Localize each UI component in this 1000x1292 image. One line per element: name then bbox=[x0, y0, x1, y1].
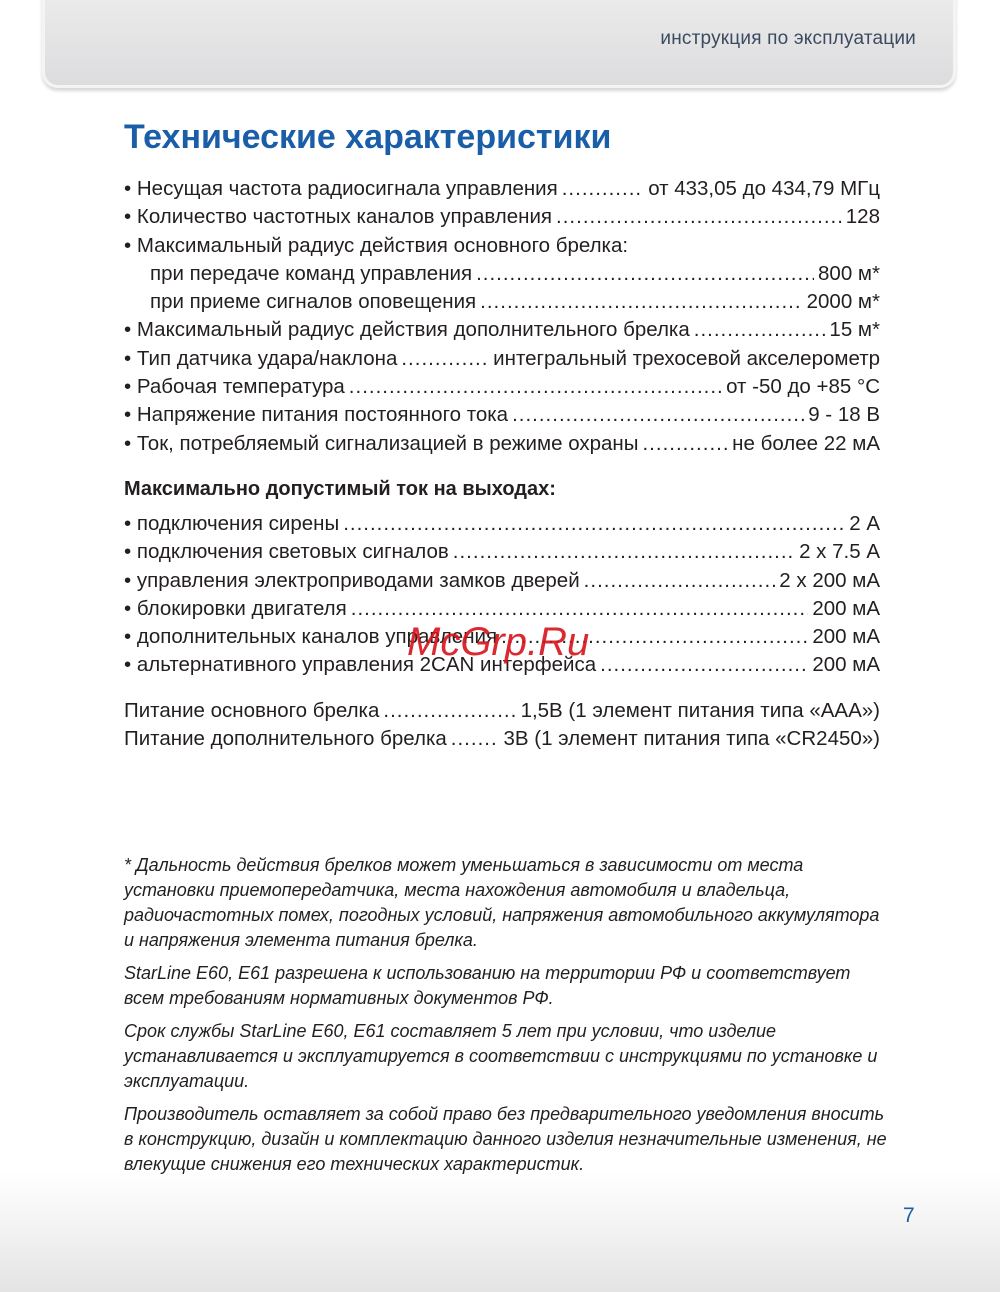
spec-row bbox=[124, 290, 880, 318]
output-value: 200 мА bbox=[812, 653, 880, 677]
footnotes bbox=[124, 853, 894, 1185]
output-label: • подключения световых сигналов bbox=[124, 540, 449, 564]
footnote-certification: StarLine E60, E61 разрешена к использованию на территории РФ и соответствует всем требованиям нормативных документов РФ. bbox=[124, 963, 851, 1008]
spec-value: 9 - 18 В bbox=[808, 403, 880, 427]
spec-label: • Максимальный радиус действия дополнительного брелка bbox=[124, 318, 690, 342]
spec-value: интегральный трехосевой акселерометр bbox=[493, 346, 880, 370]
spec-value: 15 м* bbox=[829, 318, 880, 342]
power-row bbox=[124, 727, 880, 755]
power-label: Питание основного брелка bbox=[124, 699, 380, 722]
spec-row bbox=[124, 375, 880, 403]
spec-row bbox=[124, 234, 880, 262]
spec-label: при приеме сигналов оповещения bbox=[150, 290, 477, 314]
output-value: 2 х 7.5 А bbox=[799, 540, 880, 564]
spec-value: 2000 м* bbox=[806, 290, 880, 314]
header-text: инструкция по эксплуатации bbox=[660, 28, 916, 49]
spec-value: от -50 до +85 °С bbox=[726, 375, 880, 399]
footnote-manufacturer: Производитель оставляет за собой право без предварительного уведомления вносить в конструкцию, дизайн и комплектацию данного изделия незначительные изменения, не влекущие снижения его технических характеристик. bbox=[124, 1104, 887, 1174]
spec-row bbox=[124, 347, 880, 375]
output-value: 2 А bbox=[849, 512, 880, 535]
spec-label: • Несущая частота радиосигнала управления bbox=[124, 177, 558, 200]
output-row bbox=[124, 540, 880, 568]
footnote-service-life: Срок службы StarLine E60, E61 составляет 5 лет при условии, что изделие устанавливается и эксплуатируется в соответствии с инструкциями по установке и эксплуатации. bbox=[124, 1021, 878, 1091]
output-value: 200 мА bbox=[812, 625, 880, 649]
spec-label: при передаче команд управления bbox=[150, 261, 473, 285]
footer-band bbox=[0, 1172, 1000, 1292]
spec-row bbox=[124, 432, 880, 460]
spec-row bbox=[124, 403, 880, 431]
output-value: 200 мА bbox=[812, 596, 880, 620]
output-row bbox=[124, 512, 880, 540]
spec-row bbox=[124, 318, 880, 346]
spec-label: • Тип датчика удара/наклона bbox=[124, 346, 398, 370]
spec-value: от 433,05 до 434,79 МГц bbox=[648, 177, 880, 200]
power-list bbox=[124, 699, 880, 756]
output-label: • подключения сирены bbox=[124, 512, 340, 535]
spec-value: не более 22 мА bbox=[732, 431, 880, 455]
spec-row bbox=[124, 205, 880, 233]
power-value: 1,5В (1 элемент питания типа «ААА») bbox=[520, 699, 880, 722]
spec-row bbox=[124, 177, 880, 205]
spec-label: • Количество частотных каналов управления bbox=[124, 205, 553, 229]
output-row bbox=[124, 569, 880, 597]
spec-label: • Максимальный радиус действия основного брелка: bbox=[124, 233, 629, 257]
output-label: • альтернативного управления 2CAN интерфейса bbox=[124, 653, 597, 677]
spec-label: • Напряжение питания постоянного тока bbox=[124, 403, 509, 427]
power-value: 3В (1 элемент питания типа «CR2450») bbox=[503, 727, 880, 751]
specs-list bbox=[124, 177, 880, 460]
spec-row bbox=[124, 262, 880, 290]
power-label: Питание дополнительного брелка bbox=[124, 727, 447, 751]
watermark: McGrp.Ru bbox=[407, 620, 590, 664]
page-header-band bbox=[42, 0, 956, 88]
page-title: Технические характеристики bbox=[124, 118, 612, 156]
spec-value: 128 bbox=[845, 205, 880, 229]
page-number: 7 bbox=[903, 1204, 915, 1227]
outputs-heading: Максимально допустимый ток на выходах: bbox=[124, 478, 556, 500]
spec-label: • Рабочая температура bbox=[124, 375, 345, 399]
output-value: 2 х 200 мА bbox=[779, 568, 880, 592]
power-row bbox=[124, 699, 880, 727]
output-label: • дополнительных каналов управления bbox=[124, 625, 498, 649]
footnote-range: * Дальность действия брелков может уменьшаться в зависимости от места установки приемопередатчика, места нахождения автомобиля и владельца, радиочастотных помех, погодных условий, напряжения автомобильного аккумулятора и напряжения элемента питания брелка. bbox=[124, 855, 880, 950]
spec-label: • Ток, потребляемый сигнализацией в режиме охраны bbox=[124, 431, 639, 455]
spec-value: 800 м* bbox=[818, 261, 880, 285]
output-label: • блокировки двигателя bbox=[124, 596, 347, 620]
output-label: • управления электроприводами замков дверей bbox=[124, 568, 580, 592]
